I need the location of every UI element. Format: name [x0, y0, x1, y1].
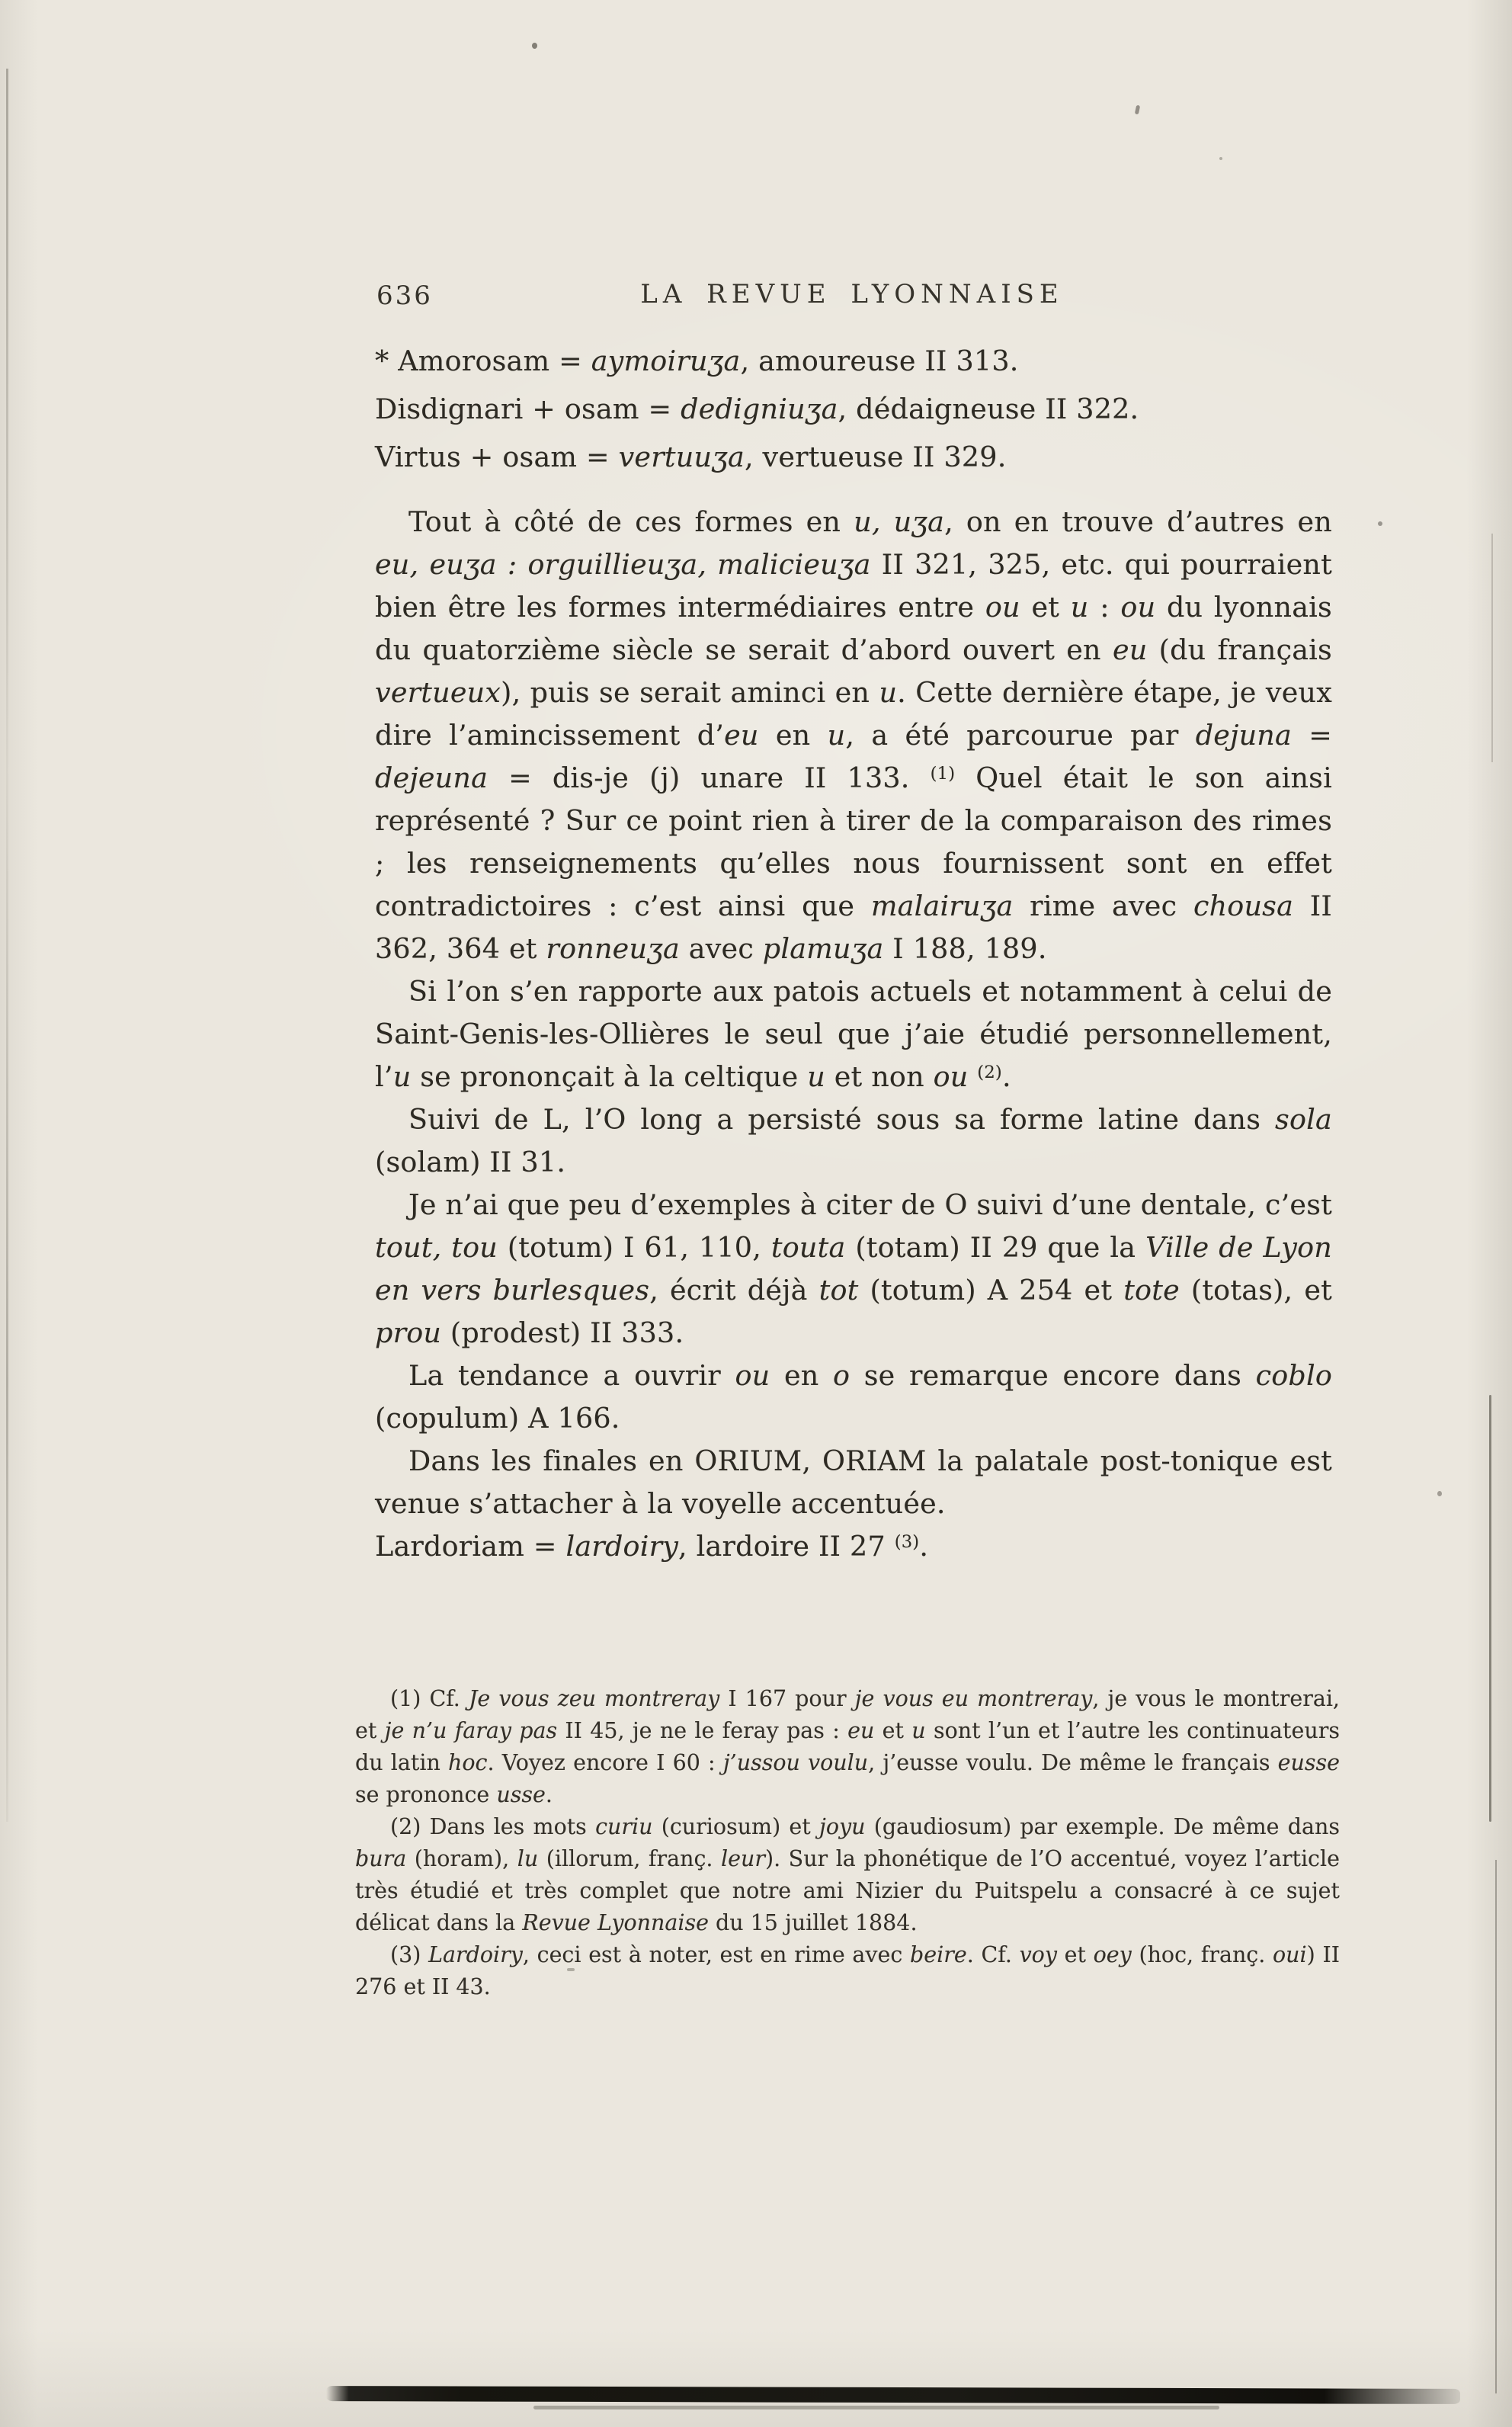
text-run: , vertueuse II 329. [744, 441, 1007, 473]
text-run: du lyonnais du quatorzième siècle se serait d’abord ouvert en [375, 591, 1332, 666]
text-run: touta [770, 1231, 846, 1264]
text-run: vertuuʒa [618, 441, 745, 473]
running-title: LA REVUE LYONNAISE [640, 279, 1064, 309]
text-run: ). Sur la phonétique de l’O accentué, voyez l’article très étudié et très complet que notre ami Nizier du Puitspelu a consacré à ce sujet délicat dans la [355, 1846, 1340, 1935]
text-run: Dans les finales en ORIUM, ORIAM la palatale post-tonique est venue s’attacher à la voyelle accentuée. [375, 1444, 1332, 1520]
text-run: lardoiry [565, 1530, 679, 1563]
footnote-marker: (2) [977, 1062, 1002, 1082]
text-run: du 15 juillet 1884. [708, 1910, 918, 1935]
text-run: et [1020, 591, 1071, 624]
text-run: II 321, 325, etc. qui pourraient bien être les formes intermédiaires entre [375, 548, 1332, 624]
para-patois [375, 970, 1332, 1098]
text-run: (hoc, franç. [1131, 1942, 1273, 1967]
text-run: . Cf. [966, 1942, 1020, 1967]
text-run: ronneuʒa [546, 932, 680, 965]
text-run: dejeuna [375, 761, 489, 794]
text-run: I 167 pour [719, 1686, 855, 1711]
text-run: Revue Lyonnaise [522, 1910, 709, 1935]
text-run: (horam), [406, 1846, 517, 1871]
text-run: (du français [1147, 633, 1332, 666]
text-run: avec [679, 932, 763, 965]
text-run: . [919, 1530, 929, 1563]
text-run: . [1001, 1060, 1011, 1093]
text-run: et [874, 1718, 912, 1743]
text-run: u [827, 719, 846, 752]
text-run: , j’eusse voulu. De même le français [868, 1750, 1278, 1775]
text-run: Ville de Lyon en vers burlesques [375, 1231, 1333, 1306]
text-run: et [1056, 1942, 1094, 1967]
text-run: eu [1112, 633, 1148, 666]
text-run: ou [985, 591, 1020, 624]
paper-speck [1437, 1491, 1442, 1496]
text-run: Lardoriam = [375, 1530, 566, 1563]
text-run: , on en trouve d’autres en [944, 505, 1332, 538]
para-suivi-de-l [375, 1098, 1332, 1184]
para-lardoriam [375, 1525, 1332, 1568]
text-run: plamuʒa [762, 932, 884, 965]
text-run: malairuʒa [870, 890, 1014, 922]
text-run: voy [1019, 1942, 1057, 1967]
body-text [375, 337, 1332, 1568]
text-run: u, uʒa [854, 505, 945, 538]
entry-disdignari [375, 385, 1332, 433]
entry-amorosam [375, 337, 1332, 385]
text-run: (totum) A 254 et [858, 1274, 1124, 1306]
text-run: en [770, 1359, 834, 1392]
page-edge-line-right-1 [1489, 1395, 1491, 1822]
text-run: (1) Cf. [390, 1686, 469, 1711]
text-run: Suivi de L, l’O long a persisté sous sa forme latine dans [408, 1103, 1276, 1136]
text-run: et non [825, 1060, 934, 1093]
text-run: , je vous le montrerai, et [355, 1686, 1340, 1743]
text-run: (2) Dans les mots [390, 1814, 596, 1839]
page-edge-line-right-2 [1495, 1860, 1497, 2393]
text-run: rime avec [1013, 890, 1193, 922]
text-run: usse [496, 1782, 546, 1807]
para-tout-a-cote [375, 501, 1332, 970]
text-run: dejuna [1195, 719, 1292, 752]
text-run: Virtus + osam = [375, 441, 619, 473]
text-run: u [879, 676, 898, 709]
page-edge-line-right-3 [1491, 534, 1493, 762]
page-number: 636 [376, 281, 433, 311]
text-run: ) II 276 et II 43. [355, 1942, 1340, 1999]
text-run: se prononce [355, 1782, 497, 1807]
paper-speck [1219, 157, 1222, 160]
footnotes [355, 1683, 1340, 2003]
text-run: u [1070, 591, 1089, 624]
paper-speck [1378, 521, 1382, 526]
text-run: ), puis se serait aminci en [501, 676, 879, 709]
text-run: dedigniuʒa [681, 393, 838, 425]
footnote-2 [355, 1811, 1340, 1939]
text-run: I 188, 189. [883, 932, 1047, 965]
text-run: (copulum) A 166. [375, 1402, 620, 1435]
text-run: La tendance a ouvrir [408, 1359, 735, 1392]
text-run: (totas), et [1179, 1274, 1333, 1306]
text-run: Si l’on s’en rapporte aux patois actuels et notamment à celui de Saint-Genis-les-Ollières le seul que j’aie étudié personnellement, l’ [375, 975, 1332, 1093]
text-run: Tout à côté de ces formes en [408, 505, 854, 538]
text-run: se prononçait à la celtique [411, 1060, 808, 1093]
text-run: en [758, 719, 828, 752]
text-run: bura [355, 1846, 407, 1871]
text-run: coblo [1255, 1359, 1333, 1392]
text-run: je n’u faray pas [384, 1718, 558, 1743]
text-run: , amoureuse II 313. [740, 345, 1019, 377]
text-run: u [807, 1060, 825, 1093]
text-run: = dis-je (j) unare II 133. [488, 761, 931, 794]
text-run: Lardoiry [428, 1942, 523, 1967]
text-run: Je n’ai que peu d’exemples à citer de O suivi d’une dentale, c’est [408, 1188, 1332, 1221]
text-run: (3) [390, 1942, 429, 1967]
paper-speck [532, 43, 537, 49]
entry-virtus [375, 433, 1332, 481]
text-run: * Amorosam = [375, 345, 591, 377]
text-run: leur [721, 1846, 765, 1871]
text-run: , dédaigneuse II 322. [838, 393, 1139, 425]
text-run: eu [724, 719, 759, 752]
para-tendance [375, 1355, 1332, 1440]
text-run: se remarque encore dans [850, 1359, 1256, 1392]
page-edge-line-left [6, 69, 8, 1822]
text-run: Disdignari + osam = [375, 393, 681, 425]
text-run: = [1291, 719, 1332, 752]
text-run: hoc [448, 1750, 488, 1775]
text-run: . Voyez encore I 60 : [487, 1750, 723, 1775]
text-run: II 45, je ne le feray pas : [557, 1718, 848, 1743]
text-run: je vous eu montreray [854, 1686, 1093, 1711]
text-run: , lardoire II 27 [678, 1530, 895, 1563]
text-run: Quel était le son ainsi représenté ? Sur ce point rien à tirer de la comparaison des rimes ; les renseignements qu’elles nous fournissent sont en effet contradictoires : c’est ainsi que [375, 761, 1332, 922]
text-run: ou [933, 1060, 969, 1093]
text-run: ou [1120, 591, 1156, 624]
footnote-marker: (3) [894, 1531, 920, 1552]
text-run: (gaudiosum) par exemple. De même dans [865, 1814, 1340, 1839]
text-run: (solam) II 31. [375, 1146, 566, 1178]
text-run: tot [818, 1274, 859, 1306]
para-finales-orium [375, 1440, 1332, 1525]
text-run [968, 1060, 977, 1093]
text-run: ou [735, 1359, 770, 1392]
text-run: , a été parcourue par [845, 719, 1196, 752]
text-run: j’ussou voulu [722, 1750, 869, 1775]
text-run: sola [1275, 1103, 1332, 1136]
footnote-3 [355, 1939, 1340, 2003]
text-run: . Cette dernière étape, je veux dire l’amincissement d’ [375, 676, 1333, 752]
text-run: : [1088, 591, 1121, 624]
text-run: vertueux [375, 676, 501, 709]
footnote-marker: (1) [930, 763, 956, 784]
text-run: eusse [1277, 1750, 1341, 1775]
text-run: u [392, 1060, 412, 1093]
text-run: (totam) II 29 que la [845, 1231, 1146, 1264]
text-run: oey [1093, 1942, 1132, 1967]
page-header [375, 279, 1329, 314]
text-run: beire [910, 1942, 967, 1967]
text-run: oui [1273, 1942, 1307, 1967]
text-run: tout, tou [375, 1231, 498, 1264]
text-run: eu, euʒa : orguillieuʒa, malicieuʒa [375, 548, 871, 581]
scan-edge-strip [326, 2386, 1460, 2404]
text-run: sont l’un et l’autre les continuateurs du latin [355, 1718, 1340, 1775]
text-run: curiu [595, 1814, 653, 1839]
text-run: chousa [1193, 890, 1294, 922]
para-dentale [375, 1184, 1332, 1355]
text-run: joyu [819, 1814, 866, 1839]
text-run: (prodest) II 333. [441, 1316, 684, 1349]
text-run: (totum) I 61, 110, [498, 1231, 771, 1264]
footnote-1 [355, 1683, 1340, 1811]
text-run: Je vous zeu montreray [468, 1686, 720, 1711]
text-run: prou [375, 1316, 442, 1349]
text-run: . [545, 1782, 553, 1807]
text-run: tote [1123, 1274, 1180, 1306]
text-run: lu [517, 1846, 539, 1871]
text-run: II 362, 364 et [375, 890, 1333, 965]
scan-edge-strip-shadow [533, 2406, 1219, 2409]
text-run: eu [847, 1718, 875, 1743]
text-run: , ceci est à noter, est en rime avec [522, 1942, 911, 1967]
text-run: aymoiruʒa [591, 345, 741, 377]
text-run: (curiosum) et [652, 1814, 820, 1839]
text-run: o [833, 1359, 850, 1392]
text-run: , écrit déjà [649, 1274, 819, 1306]
text-run: (illorum, franç. [538, 1846, 721, 1871]
paper-speck [567, 1968, 575, 1971]
text-run: u [911, 1718, 926, 1743]
